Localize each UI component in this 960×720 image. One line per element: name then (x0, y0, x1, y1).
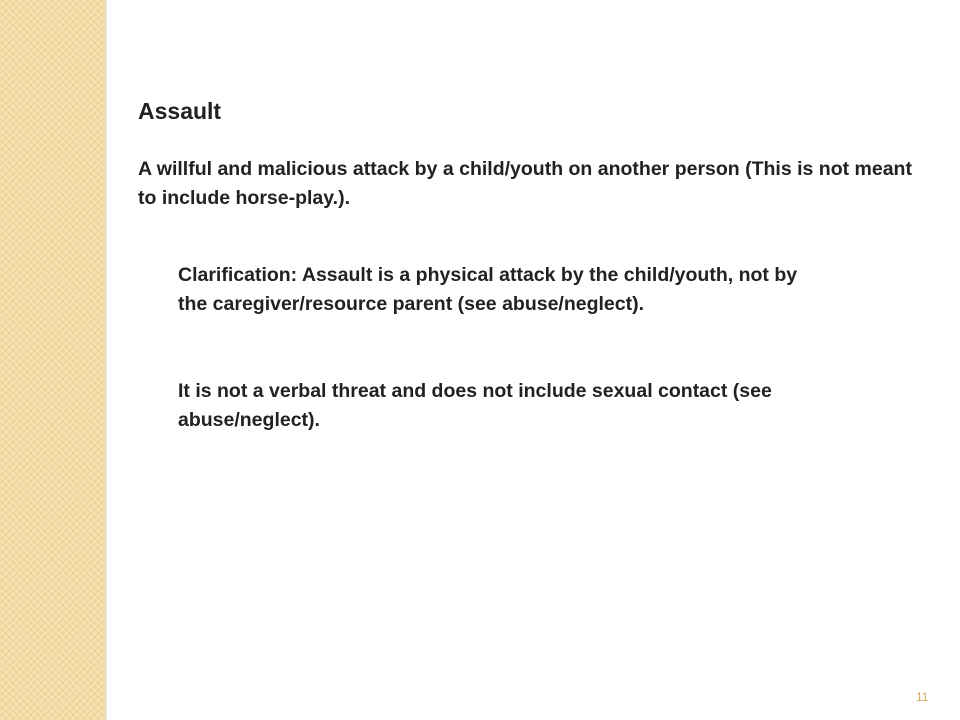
page-number: 11 (916, 690, 929, 704)
slide-title: Assault (138, 98, 222, 124)
note-text: It is not a verbal threat and does not include sexual contact (see abuse/neglect). (178, 380, 772, 431)
side-band-edge (104, 0, 107, 720)
decorative-side-band (0, 0, 104, 720)
clarification-text: Clarification: Assault is a physical attack by the child/youth, not by the caregiver/resource parent (see abuse/neglect). (178, 264, 798, 315)
definition-text: A willful and malicious attack by a child/youth on another person (This is not meant to include horse-play.). (138, 158, 912, 209)
